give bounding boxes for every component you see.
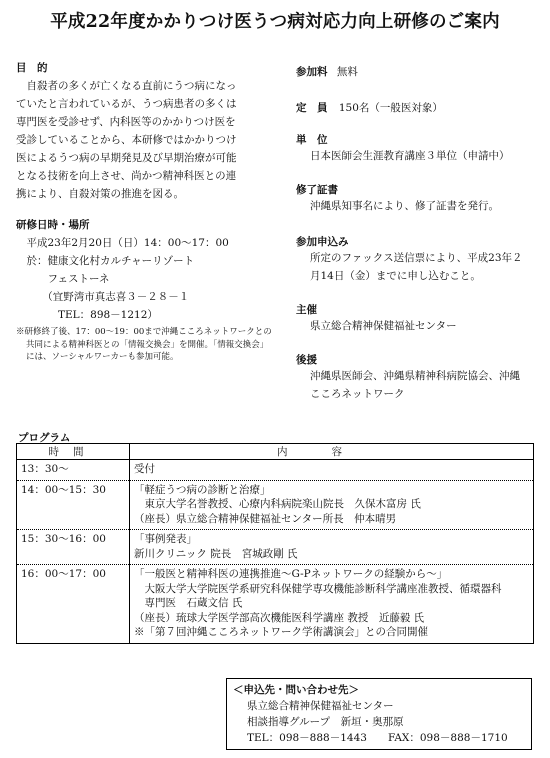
- program-content-line: （座長）琉球大学医学部高次機能医科学講座 教授 近藤毅 氏: [134, 611, 425, 624]
- support-heading: 後援: [296, 354, 317, 366]
- program-content-line: 「事例発表」: [134, 533, 197, 545]
- apply-section: [296, 234, 540, 285]
- program-content-line: 大阪大学大学院医学系研究科保健学専攻機能診断科学講座准教授、循環器科: [134, 582, 502, 595]
- apply-line: 所定のファックス送信票により、平成23年２: [310, 252, 523, 264]
- capacity-heading: 定 員: [296, 102, 328, 114]
- program-content: [130, 530, 534, 565]
- program-time: 13：30～: [17, 460, 130, 481]
- program-content: [130, 480, 534, 530]
- left-column: [16, 60, 276, 364]
- program-content-line: 東京大学名誉教授、心療内科病院楽山院長 久保木富房 氏: [134, 498, 421, 510]
- program-content-line: ※「第７回沖縄こころネットワーク学術講演会」との合同開催: [134, 626, 428, 638]
- purpose-line: 携により、自殺対策の推進を図る。: [16, 188, 184, 200]
- program-content-line: 「軽症うつ病の診断と治療」: [134, 483, 271, 496]
- host-value: 県立総合精神保健福祉センター: [310, 320, 457, 332]
- program-header-row: [17, 444, 534, 460]
- purpose-line: 専門医を受診せず、内科医等のかかりつけ医を: [16, 116, 236, 128]
- contact-dept: 相談指導グループ 新垣・奥那原: [247, 716, 404, 728]
- program-time: 16：00～17：00: [17, 565, 130, 644]
- credit-section: [296, 132, 540, 165]
- purpose-heading: 目 的: [16, 62, 48, 74]
- fee-section: [296, 64, 540, 79]
- fee-heading: 参加料: [296, 66, 328, 78]
- program-content-line: 新川クリニック 院長 宮城政剛 氏: [134, 547, 298, 560]
- purpose-line: 医によるうつ病の早期発見及び早期治療が可能: [16, 152, 237, 164]
- program-time: 14：00～15：30: [17, 480, 130, 530]
- schedule-line: 平成23年2月20日（日）14：00～17：00: [16, 237, 229, 249]
- contact-org: 県立総合精神保健福祉センター: [247, 700, 394, 712]
- host-section: [296, 302, 540, 335]
- apply-body: [296, 249, 540, 285]
- certificate-section: [296, 182, 540, 215]
- schedule-line: （宜野湾市真志喜３－２８－１: [16, 291, 190, 303]
- purpose-line: 自殺者の多くが亡くなる直前にうつ病になっ: [16, 80, 237, 92]
- program-row: [17, 460, 534, 481]
- program-row: [17, 530, 534, 565]
- program-row: [17, 565, 534, 644]
- credit-heading: 単 位: [296, 134, 328, 146]
- certificate-heading: 修了証書: [296, 184, 338, 196]
- program-table: [16, 443, 534, 644]
- program-time: 15：30～16：00: [17, 530, 130, 565]
- schedule-line: 於：健康文化村カルチャーリゾート: [16, 255, 195, 267]
- program-content-line: 「一般医と精神科医の連携推進～G-Pネットワークの経験から～」: [134, 568, 448, 580]
- program-content-line: 専門医 石蔵文信 氏: [134, 597, 243, 609]
- schedule-body: [16, 234, 276, 324]
- program-row: [17, 480, 534, 530]
- apply-line: 月14日（金）までに申し込むこと。: [310, 270, 481, 282]
- capacity-value: 150名（一般医対象）: [338, 102, 443, 114]
- schedule-heading: 研修日時・場所: [16, 219, 90, 231]
- capacity-section: [296, 100, 540, 115]
- credit-value: 日本医師会生涯教育講座３単位（申請中）: [310, 150, 510, 162]
- content-column-header: 内容: [130, 444, 534, 460]
- certificate-value: 沖縄県知事名により、修了証書を発行。: [310, 200, 499, 212]
- page-title: 平成22年度かかりつけ医うつ病対応力向上研修のご案内: [50, 12, 500, 32]
- apply-heading: 参加申込み: [296, 236, 349, 248]
- purpose-line: ていたと言われているが、うつ病患者の多くは: [16, 98, 237, 110]
- purpose-line: 受診していることから、本研修ではかかりつけ: [16, 134, 237, 146]
- support-section: [296, 352, 540, 403]
- program-content-line: （座長）県立総合精神保健福祉センター所長 仲本晴男: [134, 512, 397, 525]
- support-line: こころネットワーク: [310, 388, 405, 400]
- program-content: [130, 565, 534, 644]
- contact-heading: ＜申込先・問い合わせ先＞: [233, 684, 359, 696]
- schedule-line: TEL：898－1212）: [16, 309, 158, 321]
- program-heading: プログラム: [18, 432, 71, 444]
- schedule-line: フェストーネ: [16, 273, 110, 285]
- schedule-note: ※研修終了後、17：00～19：00まで沖縄こころネットワークとの共同による精神科医との「情報交換会」を開催。「情報交換会」には、ソーシャルワーカーも参加可能。: [16, 327, 272, 362]
- contact-box: [226, 678, 532, 750]
- fee-value: 無料: [336, 66, 358, 78]
- support-line: 沖縄県医師会、沖縄県精神科病院協会、沖縄: [310, 370, 520, 382]
- support-body: [296, 367, 540, 403]
- program-content: [130, 460, 534, 481]
- purpose-line: となる技術を向上させ、尚かつ精神科医との連: [16, 170, 237, 182]
- host-heading: 主催: [296, 304, 317, 316]
- time-column-header: 時間: [17, 444, 130, 460]
- contact-phone-fax: TEL：098－888－1443 FAX：098－888－1710: [247, 732, 508, 744]
- program-content-line: 受付: [134, 463, 155, 475]
- purpose-body: [16, 77, 276, 203]
